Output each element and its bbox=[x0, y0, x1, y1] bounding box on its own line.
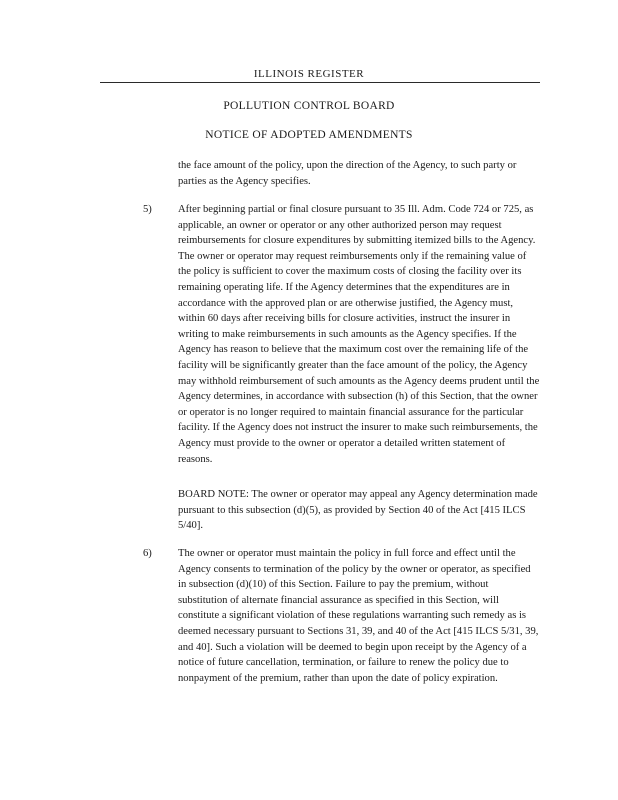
item-5-number: 5) bbox=[143, 204, 152, 215]
board-note-paragraph: BOARD NOTE: The owner or operator may appeal any Agency determination made pursuant to this subsection (d)(5), as provided by Section 40 of the Act [415 ILCS 5/40]. bbox=[178, 489, 538, 532]
item-6-paragraph: The owner or operator must maintain the policy in full force and effect until the Agency consents to termination of the policy by the owner or operator, as specified in subsection (d)(10) of this Section. Failure to pay the premium, without substitution of alternate financial assurance as specified in this Section, will constitute a significant violation of these regulations warranting such remedy as is deemed necessary pursuant to Sections 31, 39, and 40 of the Act [415 ILCS 5/31, 39, and 40]. Such a violation will be deemed to begin upon receipt by the Agency of a notice of future cancellation, termination, or failure to renew the policy due to nonpayment of the premium, rather than upon the date of policy expiration. bbox=[178, 548, 539, 684]
register-heading bbox=[0, 68, 618, 80]
header-rule bbox=[100, 82, 540, 83]
continuation-paragraph: the face amount of the policy, upon the direction of the Agency, to such party or parties as the Agency specifies. bbox=[178, 160, 517, 187]
register-heading-text: ILLINOIS REGISTER bbox=[250, 68, 368, 80]
notice-heading: NOTICE OF ADOPTED AMENDMENTS bbox=[205, 129, 413, 141]
item-6-number: 6) bbox=[143, 548, 152, 559]
board-heading: POLLUTION CONTROL BOARD bbox=[223, 100, 395, 112]
item-5-paragraph: After beginning partial or final closure pursuant to 35 Ill. Adm. Code 724 or 725, as applicable, an owner or operator or any other authorized person may request reimbursements for closure expenditures by submitting itemized bills to the Agency. The owner or operator may request reimbursements only if the remaining value of the policy is sufficient to cover the maximum costs of closing the facility over its remaining operating life. If the Agency determines that the expenditures are in accordance with the approved plan or are otherwise justified, the Agency must, within 60 days after receiving bills for closure activities, instruct the insurer in writing to make reimbursements in such amounts as the Agency specifies. If the Agency has reason to believe that the maximum cost over the remaining life of the facility will be significantly greater than the face amount of the policy, the Agency may withhold reimbursement of such amounts as the Agency deems prudent until the Agency determines, in accordance with subsection (h) of this Section, that the owner or operator is no longer required to maintain financial assurance for the particular facility. If the Agency does not instruct the insurer to make such reimbursements, the Agency must provide to the owner or operator a detailed written statement of reasons. bbox=[178, 204, 540, 465]
